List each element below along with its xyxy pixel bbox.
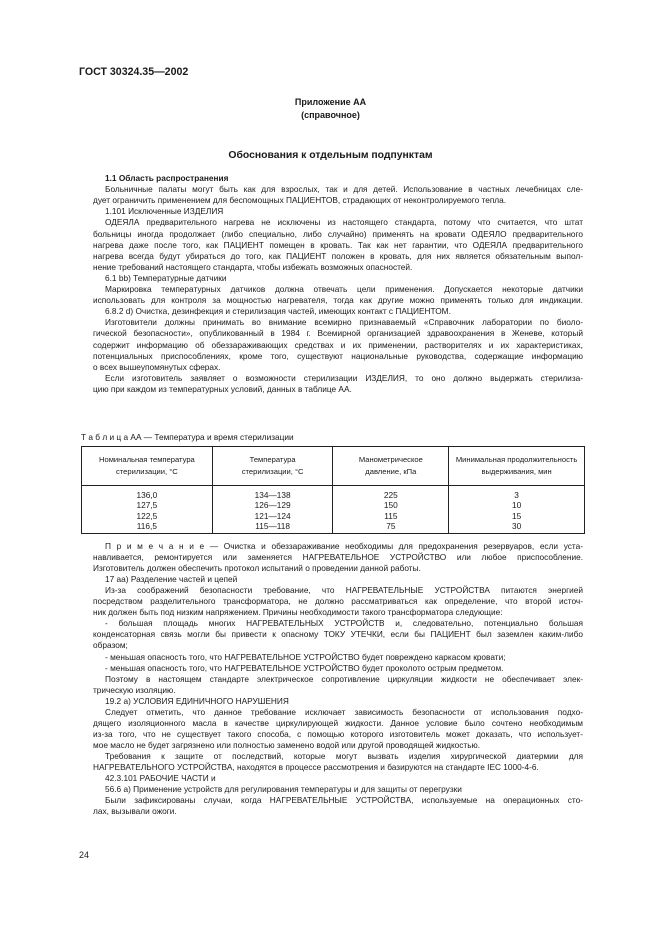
text-line: Следует отметить, что данное требование исключает зависимость безопасности от использования подхо- <box>105 706 583 717</box>
text-line: трическую изоляцию. <box>93 684 176 695</box>
header-line: Манометрическое <box>358 455 423 464</box>
text-line: 1.101 Исключенные ИЗДЕЛИЯ <box>105 206 224 217</box>
text-line: нение требований настоящего стандарта, чтобы избежать возможных опасностей. <box>93 261 413 272</box>
text-line: - меньшая опасность того, что НАГРЕВАТЕЛЬНОЕ УСТРОЙСТВО будет проколото острым предметом. <box>105 662 504 673</box>
text-line: потенциальных приспособлениях, кроме того, существуют национальные руководства, содержащие информацию <box>93 350 583 361</box>
col-nominal-temp <box>82 486 213 534</box>
text-line: 42.3.101 РАБОЧИЕ ЧАСТИ и <box>105 773 216 784</box>
header-line: выдерживания, мин <box>481 467 552 476</box>
text-line: НАГРЕВАТЕЛЬНОГО УСТРОЙСТВА, находятся в процессе рассмотрения и базируются на стандарте IEC 1000-4-6. <box>93 762 539 772</box>
header-line: стерилизации, °С <box>115 467 178 476</box>
col-temp-range <box>212 486 333 534</box>
table-cell: 134—138 <box>254 490 291 500</box>
table-cell: 75 <box>386 520 396 531</box>
table-cell: 10 <box>511 500 522 511</box>
text-line: навливается, ремонтируется или заменяется НАГРЕВАТЕЛЬНОЕ УСТРОЙСТВО или любое приспособление. <box>93 552 583 563</box>
text-line: из-за того, что не существует такого способа, с помощью которого изготовитель может доказать, что использует- <box>93 728 583 739</box>
text-line: Были зафиксированы случаи, когда НАГРЕВАТЕЛЬНЫЕ УСТРОЙСТВА, используемые на операционных сто- <box>105 795 583 806</box>
table-cell: 127,5 <box>136 500 158 511</box>
table-cell: 3 <box>514 490 519 500</box>
text-line: 6.1 bb) Температурные датчики <box>105 272 227 283</box>
header-line: Номинальная температура <box>98 455 195 464</box>
text-line: дящего изоляционного масла в качестве циркулирующей жидкости. Данное условие было сочтено необходимым <box>93 717 583 728</box>
table-cell: 225 <box>383 490 398 500</box>
text-line: гической безопасности», опубликованный в 1984 г. Всемирной организацией здравоохранения в Женеве, который <box>93 328 583 339</box>
header-line: Минимальная продолжительность <box>455 455 578 464</box>
text-line: мое масло не будет загрязнено или полностью заменено водой или другой проводящей жидкостью. <box>93 739 481 750</box>
appendix-subtitle: (справочное) <box>301 110 360 120</box>
header-min-duration <box>449 447 585 486</box>
table-cell: 136,0 <box>136 490 158 500</box>
document-header: ГОСТ 30324.35—2002 <box>79 66 189 78</box>
text-line: 17 аа) Разделение частей и цепей <box>105 574 238 585</box>
section-title: Обоснования к отдельным подпунктам <box>228 150 433 161</box>
text-line: - меньшая опасность того, что НАГРЕВАТЕЛЬНОЕ УСТРОЙСТВО будет повреждено каркасом кровати; <box>105 651 506 662</box>
text-line: больницы иногда продолжает (либо специально, либо случайно) применять на кровати ОДЕЯЛО предварительного <box>93 228 583 239</box>
text-line: Изготовитель должен обеспечить протокол испытаний о проведении данной работы. <box>93 563 421 574</box>
table-cell: 15 <box>511 510 522 521</box>
text-line: цию при каждом из температурных условий, данных в таблице АА. <box>93 383 352 394</box>
text-line: дует ограничить применением для беспомощных ПАЦИЕНТОВ, страдающих от неконтролируемого тепла. <box>93 195 507 206</box>
table-cell: 116,5 <box>136 520 157 531</box>
text-line: нагрева даже после того, как ПАЦИЕНТ помещен в кровать. Так как нет гарантии, что ОДЕЯЛА предварительного <box>93 239 583 250</box>
text-line: ник должен быть под низким напряжением. Причины необходимости такого трансформатора следующие: <box>93 607 503 618</box>
text-line: нагрева всегда будут убираться до того, как ПАЦИЕНТ положен в кровать, для них является обязательным выпол- <box>93 250 583 261</box>
col-pressure <box>333 486 449 534</box>
text-line: - большая площадь многих НАГРЕВАТЕЛЬНЫХ УСТРОЙСТВ и, следовательно, потенциально большая <box>105 618 583 629</box>
text-line: Изготовители должны принимать во внимание всемирно признаваемый «Справочник лаборатории по биоло- <box>105 317 583 328</box>
table-caption: Т а б л и ц а АА — Температура и время стерилизации <box>81 432 294 442</box>
text-line: образом; <box>93 640 128 651</box>
text-line: П р и м е ч а н и е — Очистка и обеззараживание необходимы для предохранения резервуаров, если уста- <box>105 541 583 551</box>
header-line: давление, кПа <box>365 467 417 476</box>
text-line: Если изготовитель заявляет о возможности стерилизации ИЗДЕЛИЯ, то оно должно выдержать стерилиза- <box>105 372 583 383</box>
text-line: Больничные палаты могут быть как для взрослых, так и для детей. Использование в частных лечебницах сле- <box>105 184 583 195</box>
header-line: стерилизации, °С <box>241 467 304 476</box>
text-line: 1.1 Область распространения <box>105 173 229 183</box>
text-line: ОДЕЯЛА предварительного нагрева не исключены из настоящего стандарта, потому что считается, что штат <box>105 217 583 228</box>
text-line: конденсаторная связь могли бы привести к опасному ТОКУ УТЕЧКИ, если бы ПАЦИЕНТ был заземлен каким-либо <box>93 629 583 640</box>
text-line: 19.2 а) УСЛОВИЯ ЕДИНИЧНОГО НАРУШЕНИЯ <box>105 695 289 706</box>
text-line: лах, вызывали ожоги. <box>93 806 177 817</box>
page-number: 24 <box>79 850 90 860</box>
header-temp-range <box>212 447 333 486</box>
col-min-duration <box>449 486 585 534</box>
table-cell: 115—118 <box>255 520 290 531</box>
table-cell: 122,5 <box>136 510 158 521</box>
table-cell: 126—129 <box>254 500 291 511</box>
table-cell: 150 <box>383 500 398 511</box>
text-line: Из-за соображений безопасности требование, что НАГРЕВАТЕЛЬНЫЕ УСТРОЙСТВА питаются энергией <box>105 585 583 596</box>
text-line: о всех вышеупомянутых сферах. <box>93 361 221 372</box>
text-line: использовать для контроля за мощностью нагревателя, тогда как другие можно применять только для индикации. <box>93 295 583 306</box>
table-row <box>82 486 585 534</box>
header-nominal-temp <box>82 447 213 486</box>
text-line: Поэтому в настоящем стандарте электрическое сопротивление циркуляции жидкости не обеспечивает элек- <box>105 673 583 684</box>
header-line: Температура <box>249 455 296 464</box>
text-line: 6.8.2 d) Очистка, дезинфекция и стерилизация частей, имеющих контакт с ПАЦИЕНТОМ. <box>105 306 451 317</box>
sterilization-table <box>81 446 585 534</box>
text-line: Требования к защите от последствий, которые могут вызвать изделия хирургической диатермии для <box>105 750 583 761</box>
header-pressure <box>333 447 449 486</box>
table-cell: 30 <box>511 520 522 531</box>
text-line: 56.6 а) Применение устройств для регулирования температуры и для защиты от перегрузки <box>105 784 462 795</box>
table-cell: 115 <box>384 510 398 521</box>
text-line: содержит информацию об обеззараживающих средствах и их применении, растворителях и их характеристиках, <box>93 339 583 350</box>
appendix-title: Приложение АА <box>294 97 367 107</box>
table-cell: 121—124 <box>254 510 291 521</box>
text-line: посредством разделительного трансформатора, не должно рассматриваться как определение, что второй источ- <box>93 596 583 607</box>
table-header-row <box>82 447 585 486</box>
text-line: Маркировка температурных датчиков должна отвечать цели применения. Допускается некоторые датчики <box>105 284 583 294</box>
